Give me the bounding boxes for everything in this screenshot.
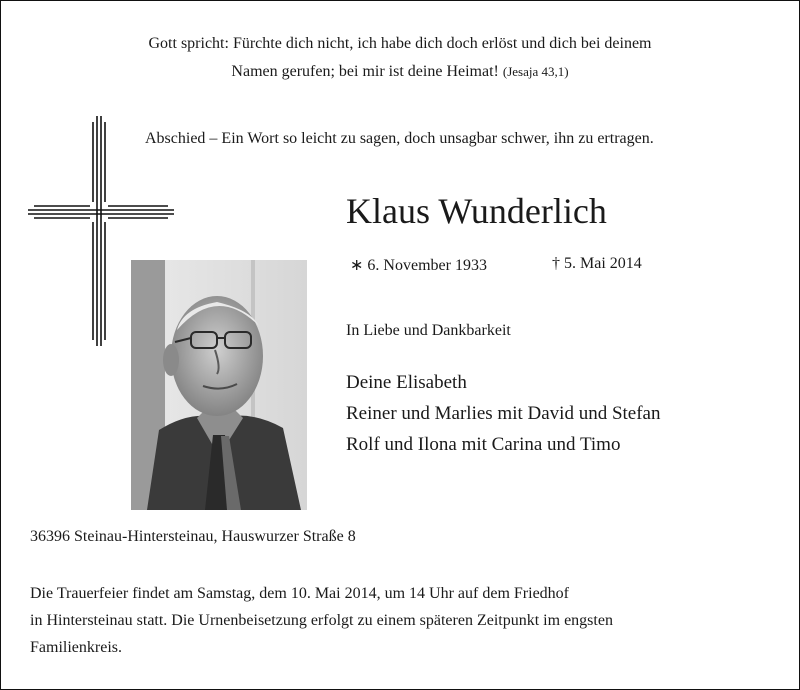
farewell-quote: Abschied – Ein Wort so leicht zu sagen, doch unsagbar schwer, ihn zu ertragen. [145,130,654,147]
funeral-line-2: in Hintersteinau statt. Die Urnenbeisetzung erfolgt zu einem späteren Zeitpunkt im engsten [30,612,613,629]
deceased-name: Klaus Wunderlich [346,191,607,231]
bible-verse [40,30,760,86]
family-address: 36396 Steinau-Hintersteinau, Hauswurzer Straße 8 [30,528,356,545]
birth-date: ∗ 6. November 1933 [350,257,487,274]
death-date: † 5. Mai 2014 [552,255,642,272]
list-item: Reiner und Marlies mit David und Stefan [346,403,661,424]
verse-reference: (Jesaja 43,1) [502,64,569,79]
verse-line-1: Gott spricht: Fürchte dich nicht, ich habe dich doch erlöst und dich bei deinem [148,35,652,52]
verse-line-2-text: Namen gerufen; bei mir ist deine Heimat! [231,63,499,80]
funeral-line-1: Die Trauerfeier findet am Samstag, dem 10. Mai 2014, um 14 Uhr auf dem Friedhof [30,585,569,602]
funeral-notice [30,580,613,661]
funeral-line-3: Familienkreis. [30,639,122,656]
list-item: Rolf und Ilona mit Carina und Timo [346,434,621,455]
portrait-photo [131,260,307,510]
dedication-text: In Liebe und Dankbarkeit [346,322,511,339]
list-item: Deine Elisabeth [346,372,467,393]
verse-line-2 [40,58,760,86]
mourners-list [346,367,661,460]
